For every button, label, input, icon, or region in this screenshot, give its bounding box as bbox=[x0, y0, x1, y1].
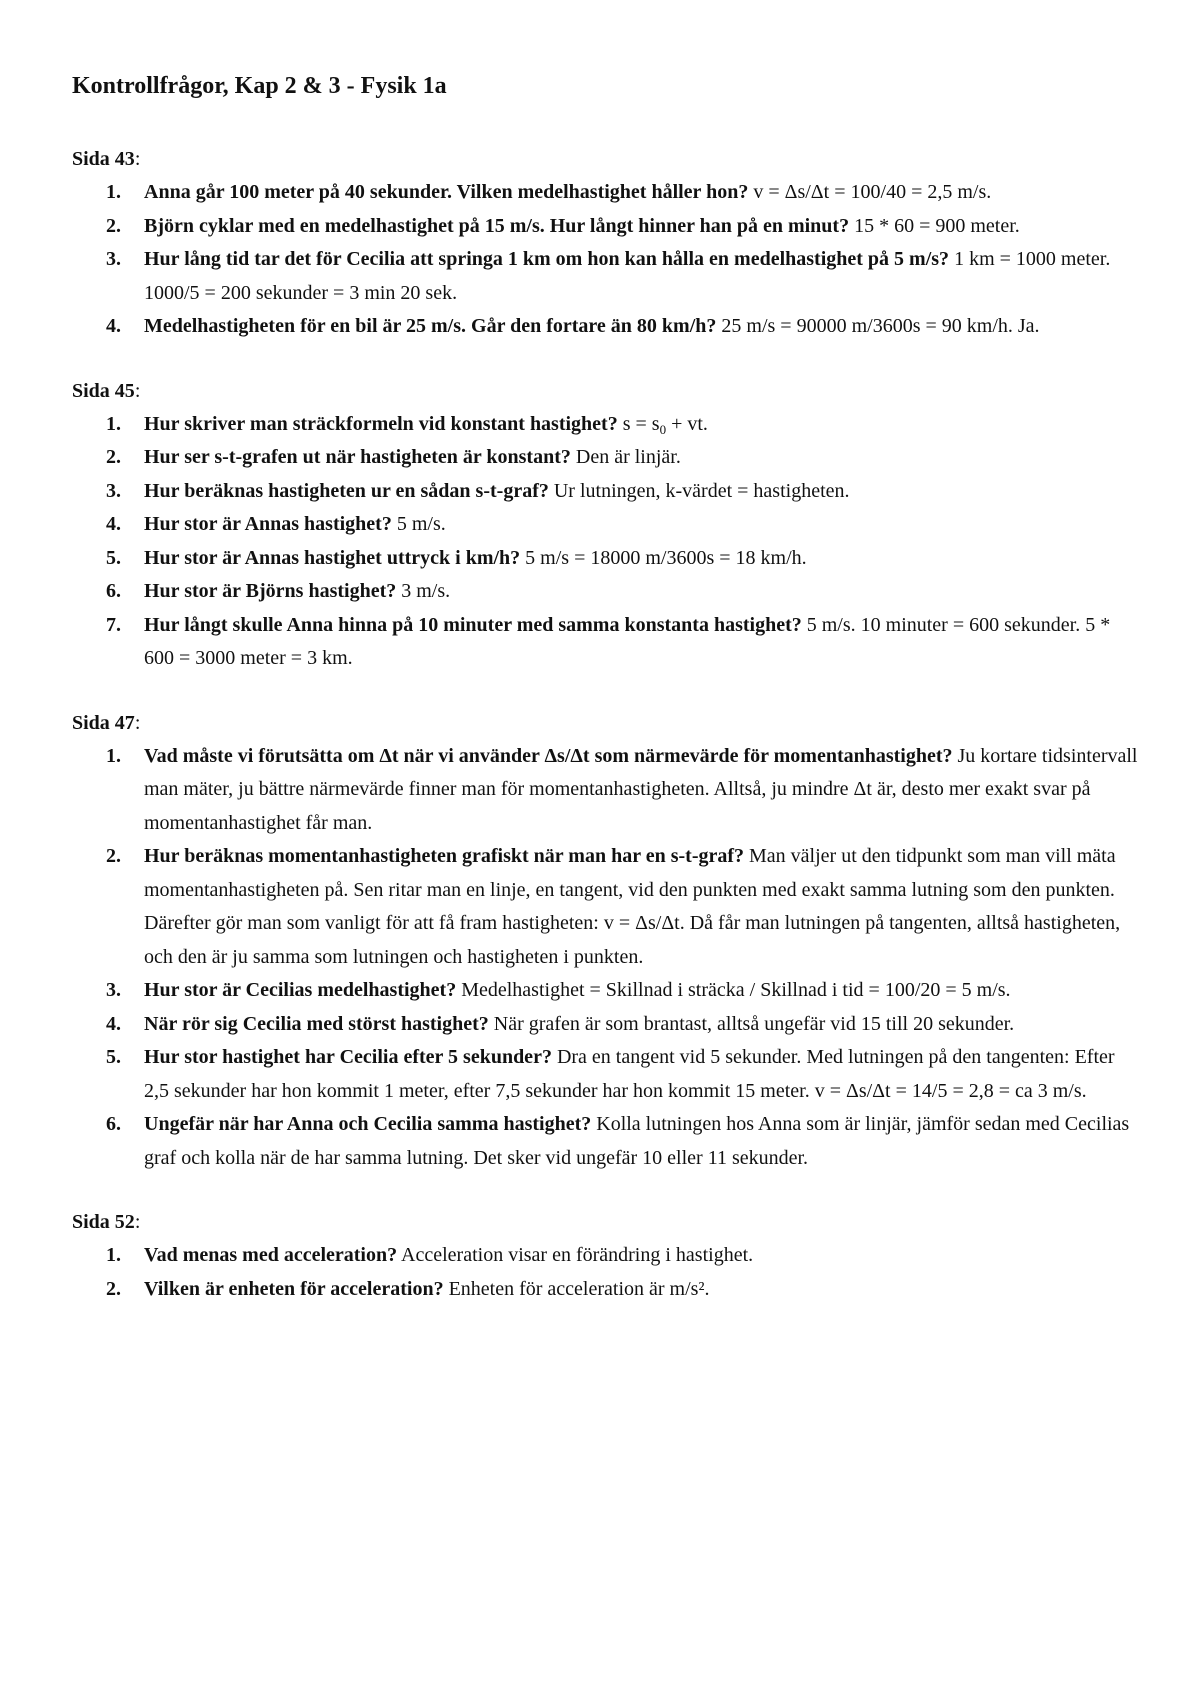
section-sida-45 bbox=[72, 376, 1140, 676]
list-item: 5. Hur stor är Annas hastighet uttryck i km/h? 5 m/s = 18000 m/3600s = 18 km/h. bbox=[106, 546, 807, 569]
question-text: Hur stor är Björns hastighet? bbox=[144, 580, 397, 602]
list-item: 1. Anna går 100 meter på 40 sekunder. Vilken medelhastighet håller hon? v = Δs/Δt = 100/40 = 2,5 m/s. bbox=[106, 181, 992, 203]
list-item: 6. Hur stor är Björns hastighet? 3 m/s. bbox=[106, 580, 451, 602]
question-text: Vad menas med acceleration? bbox=[144, 1244, 398, 1266]
question-text: Hur stor är Annas hastighet uttryck i km/h? bbox=[144, 546, 521, 569]
question-list bbox=[72, 1239, 1140, 1306]
answer-text: När grafen är som brantast, alltså ungefär vid 15 till 20 sekunder. bbox=[493, 1012, 1015, 1035]
list-item: 2. Vilken är enheten för acceleration? Enheten för acceleration är m/s². bbox=[106, 1277, 710, 1300]
list-item: 2. Hur ser s-t-grafen ut när hastigheten är konstant? Den är linjär. bbox=[106, 446, 681, 468]
section-heading: Sida 43: bbox=[72, 148, 141, 170]
question-text: Ungefär när har Anna och Cecilia samma hastighet? bbox=[144, 1113, 592, 1135]
list-item: 1. Hur skriver man sträckformeln vid konstant hastighet? $s = s_0$ + vt. bbox=[106, 412, 708, 437]
list-item: 3. Hur lång tid tar det för Cecilia att springa 1 km om hon kan hålla en medelhastighet på 5 m/s? 1 km = 1000 meter. 1000/5 = 200 sekunder = 3 min 20 sek. bbox=[106, 248, 1111, 304]
document-title: Kontrollfrågor, Kap 2 & 3 - Fysik 1a bbox=[72, 73, 447, 99]
question-text: Vilken är enheten för acceleration? bbox=[144, 1277, 444, 1300]
answer-text: 5 m/s. 10 minuter = 600 sekunder. 5 * 600 = 3000 meter = 3 km. bbox=[144, 613, 1111, 669]
answer-text: Kolla lutningen hos Anna som är linjär, jämför sedan med Cecilias graf och kolla när de har samma lutning. Det sker vid ungefär 10 eller 11 sekunder. bbox=[144, 1113, 1130, 1169]
section-sida-47 bbox=[72, 708, 1140, 1176]
document-page bbox=[72, 70, 1140, 1338]
list-item: 4. När rör sig Cecilia med störst hastighet? När grafen är som brantast, alltså ungefär vid 15 till 20 sekunder. bbox=[106, 1012, 1015, 1035]
answer-text: 15 * 60 = 900 meter. bbox=[854, 214, 1020, 237]
answer-text: Enheten för acceleration är m/s². bbox=[448, 1277, 710, 1300]
answer-text: Man väljer ut den tidpunkt som man vill mäta momentanhastigheten på. Sen ritar man en linje, en tangent, vid den punkten med exakt samma lutning som den punkten. Därefter gör man som vanligt för att få fram hastigheten: v = Δs/Δt. Då får man lutningen på tangenten, alltså hastigheten, och den är ju samma som lutningen och hastigheten i punkten. bbox=[144, 845, 1121, 968]
answer-text: 25 m/s = 90000 m/3600s = 90 km/h. Ja. bbox=[721, 315, 1040, 337]
list-item: 7. Hur långt skulle Anna hinna på 10 minuter med samma konstanta hastighet? 5 m/s. 10 minuter = 600 sekunder. 5 * 600 = 3000 meter = 3 km. bbox=[106, 613, 1111, 669]
section-heading: Sida 52: bbox=[72, 1211, 141, 1233]
answer-text: Den är linjär. bbox=[575, 446, 681, 468]
question-text: Hur stor är Cecilias medelhastighet? bbox=[144, 979, 457, 1001]
answer-text: 5 m/s = 18000 m/3600s = 18 km/h. bbox=[525, 546, 807, 569]
question-text: Hur långt skulle Anna hinna på 10 minuter med samma konstanta hastighet? bbox=[144, 613, 802, 636]
answer-text: Dra en tangent vid 5 sekunder. Med lutningen på den tangenten: Efter 2,5 sekunder har hon kommit 1 meter, efter 7,5 sekunder har hon kommit 15 meter. v = Δs/Δt = 14/5 = 2,8 = ca 3 m/s. bbox=[144, 1046, 1115, 1102]
answer-text: Medelhastighet = Skillnad i sträcka / Skillnad i tid = 100/20 = 5 m/s. bbox=[461, 979, 1011, 1001]
answer-text: Ju kortare tidsintervall man mäter, ju bättre närmevärde finner man för momentanhastigheten. Alltså, ju mindre Δt är, desto mer exakt svar på momentanhastighet får man. bbox=[144, 744, 1138, 834]
answer-text: v = Δs/Δt = 100/40 = 2,5 m/s. bbox=[753, 181, 992, 203]
question-text: Anna går 100 meter på 40 sekunder. Vilken medelhastighet håller hon? bbox=[144, 181, 749, 203]
question-text: Medelhastigheten för en bil är 25 m/s. Går den fortare än 80 km/h? bbox=[144, 315, 717, 337]
question-text: Hur skriver man sträckformeln vid konstant hastighet? bbox=[144, 412, 618, 435]
list-item: 4. Medelhastigheten för en bil är 25 m/s. Går den fortare än 80 km/h? 25 m/s = 90000 m/3600s = 90 km/h. Ja. bbox=[106, 315, 1040, 337]
list-item: 3. Hur stor är Cecilias medelhastighet? Medelhastighet = Skillnad i sträcka / Skillnad i tid = 100/20 = 5 m/s. bbox=[106, 979, 1011, 1001]
section-sida-43 bbox=[72, 144, 1140, 344]
list-item: 3. Hur beräknas hastigheten ur en sådan s-t-graf? Ur lutningen, k-värdet = hastigheten. bbox=[106, 479, 850, 502]
section-heading: Sida 45: bbox=[72, 379, 141, 402]
answer-text: 1 km = 1000 meter. 1000/5 = 200 sekunder = 3 min 20 sek. bbox=[144, 248, 1111, 304]
list-item: 6. Ungefär när har Anna och Cecilia samma hastighet? Kolla lutningen hos Anna som är linjär, jämför sedan med Cecilias graf och kolla när de har samma lutning. Det sker vid ungefär 10 eller 11 sekunder. bbox=[106, 1113, 1130, 1169]
question-text: När rör sig Cecilia med störst hastighet? bbox=[144, 1012, 489, 1035]
answer-text: $s = s_0$ + vt. bbox=[622, 412, 708, 437]
section-heading: Sida 47: bbox=[72, 711, 141, 734]
question-list bbox=[72, 408, 1140, 676]
list-item: 2. Björn cyklar med en medelhastighet på 15 m/s. Hur långt hinner han på en minut? 15 * 60 = 900 meter. bbox=[106, 214, 1020, 237]
list-item: 1. Vad menas med acceleration? Acceleration visar en förändring i hastighet. bbox=[106, 1244, 754, 1266]
question-text: Hur stor hastighet har Cecilia efter 5 sekunder? bbox=[144, 1046, 552, 1068]
question-text: Björn cyklar med en medelhastighet på 15 m/s. Hur långt hinner han på en minut? bbox=[144, 214, 850, 237]
question-list bbox=[72, 176, 1140, 344]
question-text: Hur ser s-t-grafen ut när hastigheten är konstant? bbox=[144, 446, 571, 468]
question-list bbox=[72, 740, 1140, 1176]
answer-text: 5 m/s. bbox=[396, 513, 446, 535]
question-text: Vad måste vi förutsätta om Δt när vi använder Δs/Δt som närmevärde för momentanhastighet? bbox=[144, 744, 953, 767]
answer-text: Ur lutningen, k-värdet = hastigheten. bbox=[553, 479, 850, 502]
section-sida-52 bbox=[72, 1207, 1140, 1306]
list-item: 4. Hur stor är Annas hastighet? 5 m/s. bbox=[106, 513, 446, 535]
list-item: 1. Vad måste vi förutsätta om Δt när vi använder Δs/Δt som närmevärde för momentanhastighet? Ju kortare tidsintervall man mäter, ju bättre närmevärde finner man för momentanhastigheten. Alltså, ju mindre Δt är, desto mer exakt svar på momentanhastighet får man. bbox=[106, 744, 1138, 834]
question-text: Hur stor är Annas hastighet? bbox=[144, 513, 392, 535]
question-text: Hur lång tid tar det för Cecilia att springa 1 km om hon kan hålla en medelhastighet på 5 m/s? bbox=[144, 248, 950, 270]
question-text: Hur beräknas hastigheten ur en sådan s-t-graf? bbox=[144, 479, 549, 502]
question-text: Hur beräknas momentanhastigheten grafiskt när man har en s-t-graf? bbox=[144, 845, 745, 867]
list-item: 5. Hur stor hastighet har Cecilia efter 5 sekunder? Dra en tangent vid 5 sekunder. Med lutningen på den tangenten: Efter 2,5 sekunder har hon kommit 1 meter, efter 7,5 sekunder har hon kommit 15 meter. v = Δs/Δt = 14/5 = 2,8 = ca 3 m/s. bbox=[106, 1046, 1115, 1102]
answer-text: Acceleration visar en förändring i hastighet. bbox=[401, 1244, 754, 1266]
answer-text: 3 m/s. bbox=[401, 580, 451, 602]
list-item: 2. Hur beräknas momentanhastigheten grafiskt när man har en s-t-graf? Man väljer ut den tidpunkt som man vill mäta momentanhastigheten på. Sen ritar man en linje, en tangent, vid den punkten med exakt samma lutning som den punkten. Därefter gör man som vanligt för att få fram hastigheten: v = Δs/Δt. Då får man lutningen på tangenten, alltså hastigheten, och den är ju samma som lutningen och hastigheten i punkten. bbox=[106, 845, 1121, 968]
